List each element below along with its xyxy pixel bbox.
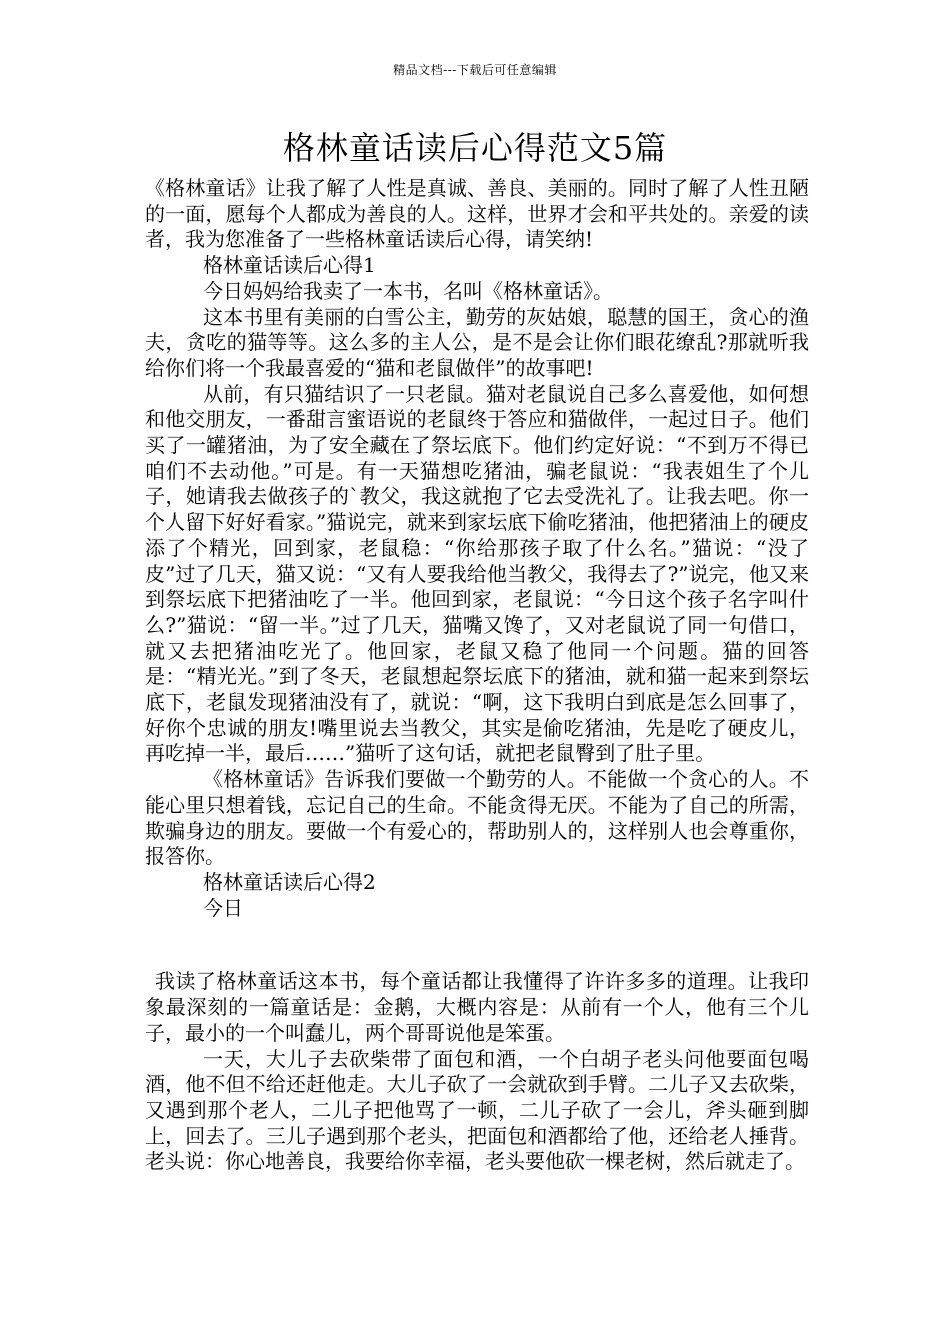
blank-gap	[145, 921, 809, 969]
intro-paragraph: 《格林童话》让我了解了人性是真诚、善良、美丽的。同时了解了人性丑陋的一面，愿每个人都成为善良的人。这样，世界才会和平共处的。亲爱的读者，我为您准备了一些格林童话读后心得，请笑纳!	[145, 176, 809, 252]
body-paragraph: 我读了格林童话这本书，每个童话都让我懂得了许许多多的道理。让我印象最深刻的一篇童话是：金鹅，大概内容是：从前有一个人，他有三个儿子，最小的一个叫蠢儿，两个哥哥说他是笨蛋。	[145, 969, 809, 1045]
body-paragraph: 《格林童话》告诉我们要做一个勤劳的人。不能做一个贪心的人。不能心里只想着钱，忘记自己的生命。不能贪得无厌。不能为了自己的所需，欺骗身边的朋友。要做一个有爱心的，帮助别人的，这样别人也会尊重你，报答你。	[145, 767, 809, 869]
document-body	[145, 176, 809, 1175]
section-heading-2: 格林童话读后心得2	[203, 869, 376, 894]
header-note: 精品文档---下载后可任意编辑	[393, 63, 557, 77]
body-paragraph: 这本书里有美丽的白雪公主，勤劳的灰姑娘，聪慧的国王，贪心的渔夫，贪吃的猫等等。这么多的主人公，是不是会让你们眼花缭乱?那就听我给你们将一个我最喜爱的“猫和老鼠做伴”的故事吧!	[145, 304, 809, 380]
body-paragraph: 一天，大儿子去砍柴带了面包和酒，一个白胡子老头问他要面包喝酒，他不但不给还赶他走。大儿子砍了一会就砍到手臂。二儿子又去砍柴，又遇到那个老人，二儿子把他骂了一顿，二儿子砍了一会儿，斧头砸到脚上，回去了。三儿子遇到那个老头，把面包和酒都给了他，还给老人捶背。老头说：你心地善良，我要给你幸福，老头要他砍一棵老树，然后就走了。	[145, 1046, 809, 1174]
page-title: 格林童话读后心得范文5篇	[282, 129, 668, 167]
section-heading-1: 格林童话读后心得1	[203, 253, 376, 278]
body-paragraph: 从前，有只猫结识了一只老鼠。猫对老鼠说自己多么喜爱他，如何想和他交朋友，一番甜言蜜语说的老鼠终于答应和猫做伴，一起过日子。他们买了一罐猪油，为了安全藏在了祭坛底下。他们约定好说：“不到万不得已咱们不去动他。”可是。有一天猫想吃猪油，骗老鼠说：“我表姐生了个儿子，她请我去做孩子的`教父，我这就抱了它去受洗礼了。让我去吧。你一个人留下好好看家。”猫说完，就来到家坛底下偷吃猪油，他把猪油上的硬皮添了个精光，回到家，老鼠稳：“你给那孩子取了什么名。”猫说：“没了皮”过了几天，猫又说：“又有人要我给他当教父，我得去了?”说完，他又来到祭坛底下把猪油吃了一半。他回到家，老鼠说：“今日这个孩子名字叫什么?”猫说：“留一半。”过了几天，猫嘴又馋了，又对老鼠说了同一句借口，就又去把猪油吃光了。他回家，老鼠又稳了他同一个问题。猫的回答是：“精光光。”到了冬天，老鼠想起祭坛底下的猪油，就和猫一起来到祭坛底下，老鼠发现猪油没有了，就说：“啊，这下我明白到底是怎么回事了，好你个忠诚的朋友!嘴里说去当教父，其实是偷吃猪油，先是吃了硬皮儿，再吃掉一半，最后……”猫听了这句话，就把老鼠臀到了肚子里。	[145, 381, 809, 766]
body-paragraph: 今日	[203, 895, 243, 920]
body-paragraph: 今日妈妈给我卖了一本书，名叫《格林童话》。	[203, 278, 613, 303]
